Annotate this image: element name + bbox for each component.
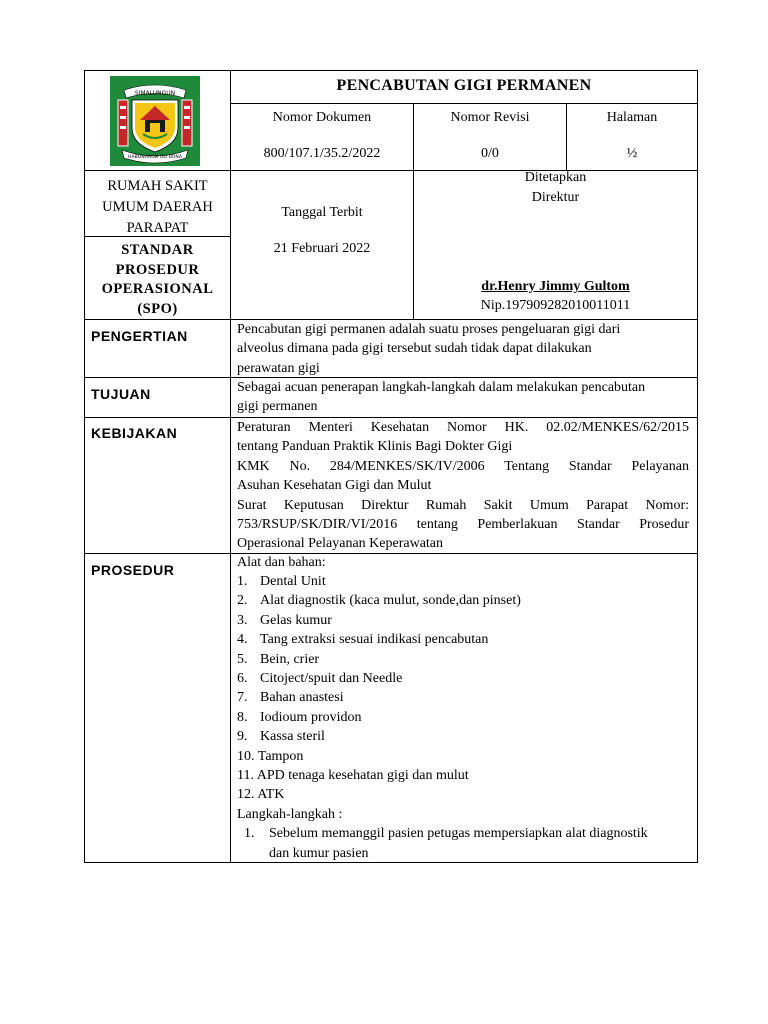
kebijakan-line-4: Asuhan Kesehatan Gigi dan Mulut bbox=[237, 478, 432, 494]
material-item bbox=[237, 572, 326, 591]
material-item bbox=[237, 650, 319, 669]
issue-date-value: 21 Februari 2022 bbox=[273, 241, 371, 256]
material-num: 2. bbox=[237, 593, 248, 609]
material-text: Bein, crier bbox=[260, 651, 320, 667]
steps-heading: Langkah-langkah : bbox=[237, 806, 343, 822]
doc-type-label bbox=[85, 241, 230, 319]
kebijakan-line-2: tentang Panduan Praktik Klinis Bagi Dokter Gigi bbox=[237, 439, 513, 455]
page-label: Halaman bbox=[606, 110, 658, 125]
material-text: Gelas kumur bbox=[260, 612, 332, 628]
kebijakan-label: KEBIJAKAN bbox=[91, 425, 178, 441]
material-text: Tang extraksi sesuai indikasi pencabutan bbox=[260, 632, 489, 648]
revision-label: Nomor Revisi bbox=[450, 110, 530, 125]
tujuan-line-2: gigi permanen bbox=[237, 399, 318, 415]
document-title: PENCABUTAN GIGI PERMANEN bbox=[336, 77, 592, 94]
kebijakan-line-6: 753/RSUP/SK/DIR/VI/2016 tentang Pemberlakuan Standar Prosedur bbox=[237, 517, 689, 533]
pengertian-line-1: Pencabutan gigi permanen adalah suatu proses pengeluaran gigi dari bbox=[237, 322, 621, 337]
doc-type-line-1: STANDAR bbox=[121, 242, 194, 258]
pengertian-label: PENGERTIAN bbox=[91, 328, 188, 344]
material-item bbox=[237, 766, 469, 785]
prosedur-label: PROSEDUR bbox=[91, 562, 175, 578]
material-item bbox=[237, 630, 488, 649]
material-item bbox=[237, 708, 362, 727]
material-num: 7. bbox=[237, 690, 248, 706]
kebijakan-line-7: Operasional Pelayanan Keperawatan bbox=[237, 536, 444, 552]
material-text: Dental Unit bbox=[260, 574, 326, 589]
kebijakan-line-5: Surat Keputusan Direktur Rumah Sakit Umum Parapat Nomor: bbox=[237, 497, 689, 513]
material-num: 6. bbox=[237, 671, 248, 686]
border-col-divider bbox=[230, 70, 231, 863]
material-num: 12. bbox=[237, 787, 255, 803]
tujuan-text bbox=[237, 378, 692, 417]
material-num: 3. bbox=[237, 612, 248, 628]
hospital-name-line-1: RUMAH SAKIT bbox=[107, 178, 208, 194]
logo-bottom-banner: HABONAROM DO BONA bbox=[128, 155, 182, 160]
issue-date-label: Tanggal Terbit bbox=[281, 205, 363, 220]
pengertian-text bbox=[237, 320, 692, 378]
step-line-1: Sebelum memanggil pasien petugas mempersiapkan alat diagnostik bbox=[269, 826, 648, 842]
material-item bbox=[237, 688, 344, 707]
border-right bbox=[697, 70, 698, 863]
step-line-2: dan kumur pasien bbox=[269, 845, 369, 861]
material-item bbox=[237, 727, 325, 746]
material-text: Citoject/spuit dan Needle bbox=[260, 671, 403, 686]
approval-line-2: Direktur bbox=[531, 190, 580, 205]
doc-number-value: 800/107.1/35.2/2022 bbox=[263, 146, 381, 161]
hospital-name-line-3: PARAPAT bbox=[126, 220, 189, 236]
hospital-name bbox=[85, 176, 230, 239]
revision-value: 0/0 bbox=[481, 146, 499, 161]
page-value: ½ bbox=[626, 146, 638, 161]
director-nip: Nip.197909282010011011 bbox=[480, 298, 631, 313]
kebijakan-line-3: KMK No. 284/MENKES/SK/IV/2006 Tentang Standar Pelayanan bbox=[237, 458, 689, 474]
material-text: Alat diagnostik (kaca mulut, sonde,dan pinset) bbox=[260, 593, 521, 609]
doc-number-label: Nomor Dokumen bbox=[272, 110, 372, 125]
border-top bbox=[84, 70, 698, 71]
materials-heading: Alat dan bahan: bbox=[237, 555, 326, 570]
pengertian-line-2: alveolus dimana pada gigi tersebut sudah tidak dapat dilakukan bbox=[237, 341, 592, 357]
logo-top-banner: SIMALUNGUN bbox=[134, 90, 176, 97]
hospital-logo bbox=[110, 76, 200, 166]
director-name: dr.Henry Jimmy Gultom bbox=[481, 279, 630, 294]
material-text: Kassa steril bbox=[260, 729, 325, 745]
material-text: Iodioum providon bbox=[260, 709, 362, 725]
kebijakan-text bbox=[237, 418, 689, 554]
border-title-bottom bbox=[230, 103, 698, 104]
material-num: 1. bbox=[237, 574, 248, 589]
pengertian-line-3: perawatan gigi bbox=[237, 360, 320, 376]
kebijakan-line-1: Peraturan Menteri Kesehatan Nomor HK. 02.02/MENKES/62/2015 bbox=[237, 420, 689, 435]
doc-type-line-2: PROSEDUR bbox=[115, 261, 200, 278]
doc-type-line-3: OPERASIONAL bbox=[101, 281, 214, 298]
approval-line-1: Ditetapkan bbox=[524, 170, 587, 185]
material-text: APD tenaga kesehatan gigi dan mulut bbox=[256, 768, 469, 783]
material-num: 4. bbox=[237, 632, 248, 648]
material-num: 8. bbox=[237, 709, 248, 725]
material-text: ATK bbox=[257, 787, 285, 803]
material-text: Tampon bbox=[257, 748, 304, 764]
logo-emblem-icon bbox=[110, 76, 200, 166]
material-text: Bahan anastesi bbox=[260, 690, 344, 706]
doc-type-line-4: (SPO) bbox=[137, 300, 178, 317]
material-item bbox=[237, 611, 332, 630]
step-num: 1. bbox=[244, 826, 255, 842]
tujuan-label: TUJUAN bbox=[91, 386, 151, 402]
material-item bbox=[237, 747, 303, 766]
tujuan-line-1: Sebagai acuan penerapan langkah-langkah dalam melakukan pencabutan bbox=[237, 380, 646, 395]
material-item bbox=[237, 591, 521, 610]
material-item bbox=[237, 785, 284, 804]
border-bottom bbox=[84, 862, 698, 863]
material-num: 9. bbox=[237, 729, 248, 745]
material-num: 5. bbox=[237, 651, 248, 667]
material-item bbox=[237, 669, 402, 688]
material-num: 10. bbox=[237, 748, 255, 764]
hospital-name-line-2: UMUM DAERAH bbox=[102, 199, 213, 215]
material-num: 11. bbox=[237, 768, 254, 783]
